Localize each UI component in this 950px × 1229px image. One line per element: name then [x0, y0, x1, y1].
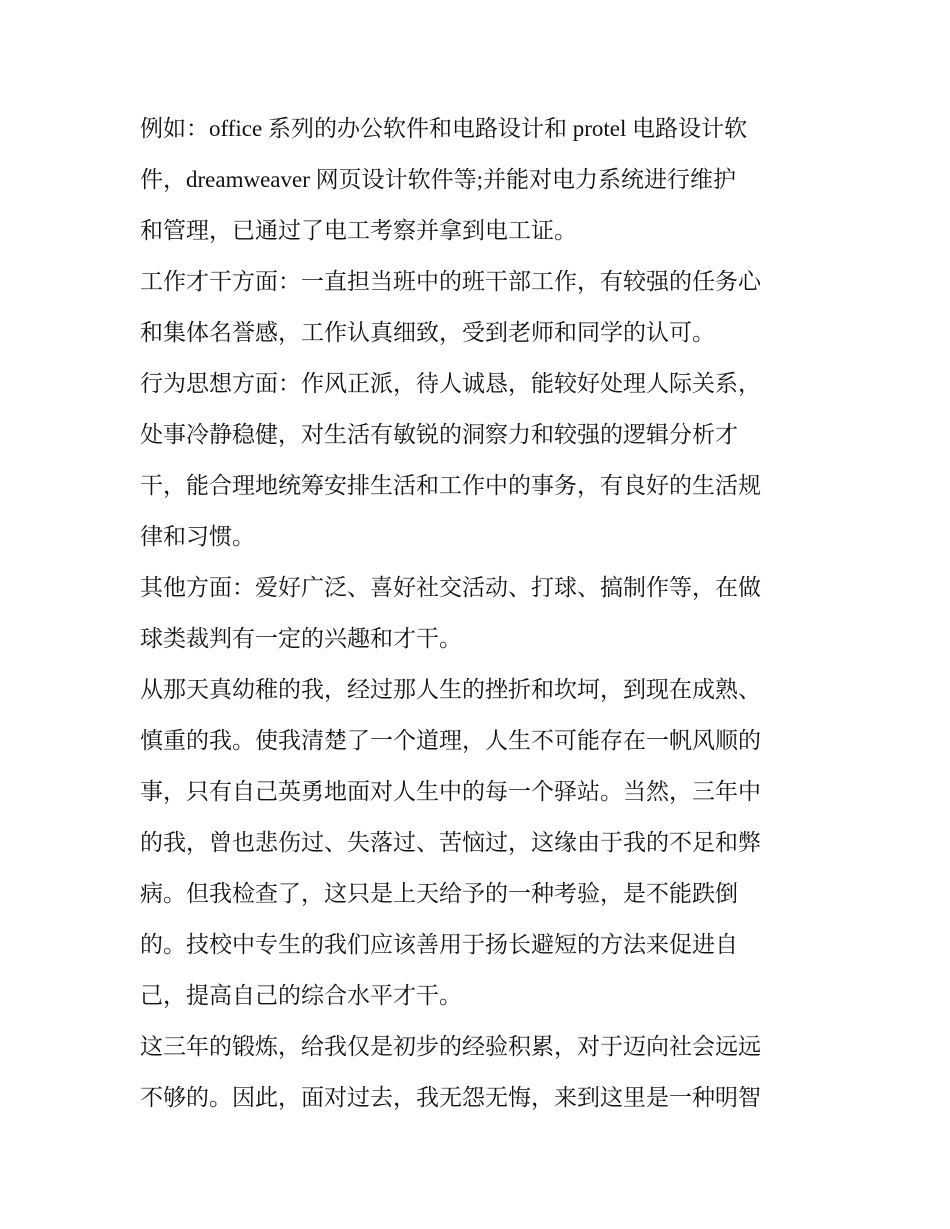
text-line: 和集体名誉感，工作认真细致，受到老师和同学的认可。 [140, 320, 715, 345]
text-line: 工作才干方面：一直担当班中的班干部工作，有较强的任务心 [140, 269, 761, 294]
text-line: 行为思想方面：作风正派，待人诚恳，能较好处理人际关系， [140, 371, 761, 396]
text-line: 这三年的锻炼，给我仅是初步的经验积累，对于迈向社会远远 [140, 1034, 761, 1059]
text-line: 的我，曾也悲伤过、失落过、苦恼过，这缘由于我的不足和弊 [140, 830, 761, 855]
text-line: 件，dreamweaver 网页设计软件等;并能对电力系统进行维护 [140, 167, 737, 192]
text-line: 干，能合理地统筹安排生活和工作中的事务，有良好的生活规 [140, 473, 761, 498]
text-line: 其他方面：爱好广泛、喜好社交活动、打球、搞制作等，在做 [140, 575, 761, 600]
text-line: 慎重的我。使我清楚了一个道理，人生不可能存在一帆风顺的 [140, 728, 761, 753]
text-line: 从那天真幼稚的我，经过那人生的挫折和坎坷，到现在成熟、 [140, 677, 761, 702]
text-line: 和管理，已通过了电工考察并拿到电工证。 [140, 218, 577, 243]
text-line: 球类裁判有一定的兴趣和才干。 [140, 626, 462, 651]
text-line: 己，提高自己的综合水平才干。 [140, 983, 462, 1008]
text-line: 事，只有自己英勇地面对人生中的每一个驿站。当然，三年中 [140, 779, 761, 804]
text-line: 处事冷静稳健，对生活有敏锐的洞察力和较强的逻辑分析才 [140, 422, 738, 447]
text-line: 不够的。因此，面对过去，我无怨无悔，来到这里是一种明智 [140, 1085, 761, 1110]
text-line: 病。但我检查了，这只是上天给予的一种考验，是不能跌倒 [140, 881, 738, 906]
text-line: 的。技校中专生的我们应该善用于扬长避短的方法来促进自 [140, 932, 738, 957]
text-line: 例如：office 系列的办公软件和电路设计和 protel 电路设计软 [140, 116, 748, 141]
text-line: 律和习惯。 [140, 524, 255, 549]
